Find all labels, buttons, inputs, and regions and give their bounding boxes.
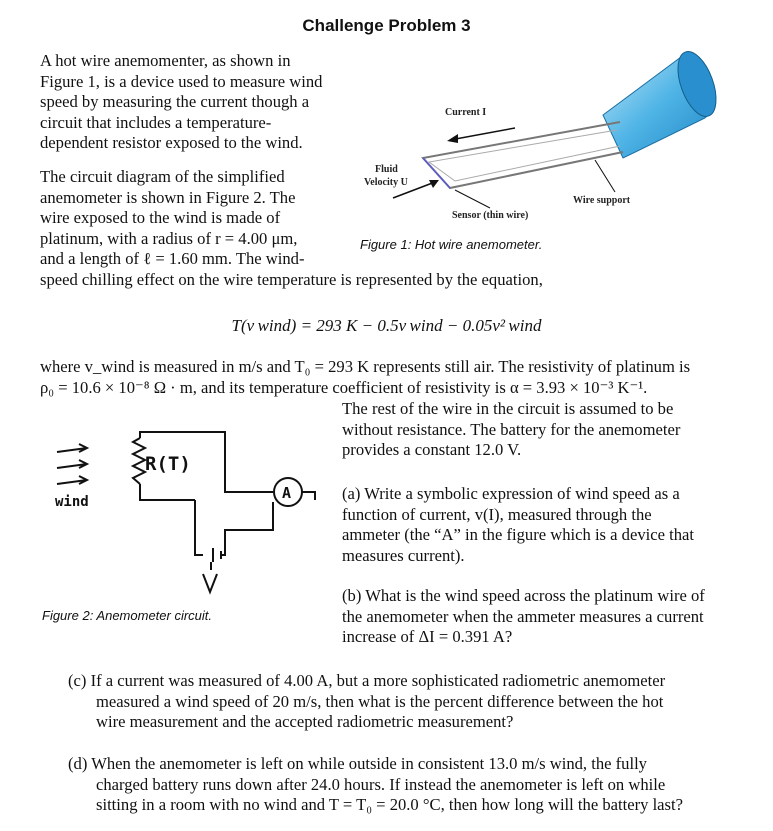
- part-c: [68, 671, 758, 733]
- intro-paragraph: [40, 51, 370, 154]
- intro-line: dependent resistor exposed to the wind.: [40, 133, 303, 153]
- sensor-label: Sensor (thin wire): [452, 210, 529, 221]
- circuit-line: speed chilling effect on the wire temperature is represented by the equation,: [40, 269, 543, 289]
- sensor-leader: [455, 190, 490, 208]
- part-a-line: ammeter (the “A” in the figure which is a device that: [342, 525, 695, 545]
- circuit-line: platinum, with a radius of r = 4.00 μm,: [40, 228, 298, 248]
- fluid-label-2: Velocity U: [364, 177, 408, 188]
- current-label: Current I: [445, 107, 487, 118]
- wind-temperature-equation: [0, 316, 773, 336]
- wire-support: [423, 122, 623, 188]
- part-d-line: charged battery runs down after 24.0 hours. If instead the anemometer is left on while: [96, 774, 666, 794]
- figure-1-anemometer: [355, 40, 755, 255]
- where-paragraph: [40, 357, 760, 398]
- part-b-line: (b) What is the wind speed across the platinum wire of: [342, 586, 705, 605]
- figure-1-caption: Figure 1: Hot wire anemometer.: [360, 237, 543, 252]
- part-d: [68, 754, 758, 816]
- part-c-line: (c) If a current was measured of 4.00 A, but a more sophisticated radiometric anemometer: [68, 671, 666, 690]
- current-arrow: [450, 128, 515, 140]
- part-a-line: (a) Write a symbolic expression of wind speed as a: [342, 484, 680, 503]
- part-c-line: wire measurement and the accepted radiometric measurement?: [96, 712, 514, 732]
- wind-label: wind: [55, 494, 89, 510]
- where-line: where v_wind is measured in m/s and T₀ = 293 K represents still air. The resistivity of platinum is: [40, 357, 691, 376]
- equation-text: T(v wind) = 293 K − 0.5v wind − 0.05v² wind: [231, 316, 542, 335]
- circuit-line: The circuit diagram of the simplified: [40, 167, 285, 186]
- rest-line: without resistance. The battery for the anemometer: [342, 419, 681, 439]
- figure-2-circuit: [45, 430, 335, 605]
- battery: [195, 540, 225, 562]
- figure-2-caption: Figure 2: Anemometer circuit.: [42, 608, 213, 623]
- part-d-line: sitting in a room with no wind and T = T₀ = 20.0 °C, then how long will the battery last?: [96, 795, 683, 815]
- part-d-line: (d) When the anemometer is left on while outside in consistent 13.0 m/s wind, the fully: [68, 754, 647, 773]
- circuit-line: and a length of ℓ = 1.60 mm. The wind-: [40, 249, 305, 269]
- part-a-line: function of current, v(I), measured through the: [342, 504, 652, 524]
- rest-paragraph: [342, 399, 762, 461]
- circuit-line: anemometer is shown in Figure 2. The: [40, 187, 296, 207]
- page-title: Challenge Problem 3: [302, 16, 471, 35]
- wind-arrow: [57, 444, 87, 452]
- intro-line: Figure 1, is a device used to measure wind: [40, 71, 323, 91]
- part-a-line: measures current).: [342, 545, 465, 565]
- rest-line: The rest of the wire in the circuit is assumed to be: [342, 399, 674, 418]
- where-line: ρ₀ = 10.6 × 10⁻⁸ Ω · m, and its temperature coefficient of resistivity is α = 3.93 × 10⁻³ K⁻¹.: [40, 377, 648, 397]
- rest-line: provides a constant 12.0 V.: [342, 440, 522, 460]
- intro-line: circuit that includes a temperature-: [40, 112, 272, 132]
- wire-right: [195, 500, 273, 540]
- intro-line: A hot wire anemomenter, as shown in: [40, 51, 291, 70]
- current-arrow-head: [447, 134, 458, 143]
- support-label: Wire support: [573, 195, 631, 206]
- resistor: [133, 438, 145, 484]
- fluid-label-1: Fluid: [375, 164, 398, 175]
- part-b-line: the anemometer when the ammeter measures a current: [342, 606, 704, 626]
- intro-line: speed by measuring the current though a: [40, 92, 310, 112]
- wind-arrow: [57, 460, 87, 468]
- resistor-label: R(T): [145, 453, 191, 475]
- part-b: [342, 586, 762, 648]
- sensor-wire: [423, 158, 450, 188]
- ammeter-label: A: [282, 484, 292, 502]
- voltage-v-mark: [203, 574, 217, 592]
- support-leader: [595, 160, 615, 192]
- part-b-line: increase of ΔI = 0.391 A?: [342, 627, 513, 647]
- part-c-line: measured a wind speed of 20 m/s, then what is the percent difference between the hot: [96, 691, 664, 711]
- circuit-line: wire exposed to the wind is made of: [40, 208, 281, 228]
- part-a: [342, 484, 762, 566]
- wind-arrow: [57, 476, 87, 484]
